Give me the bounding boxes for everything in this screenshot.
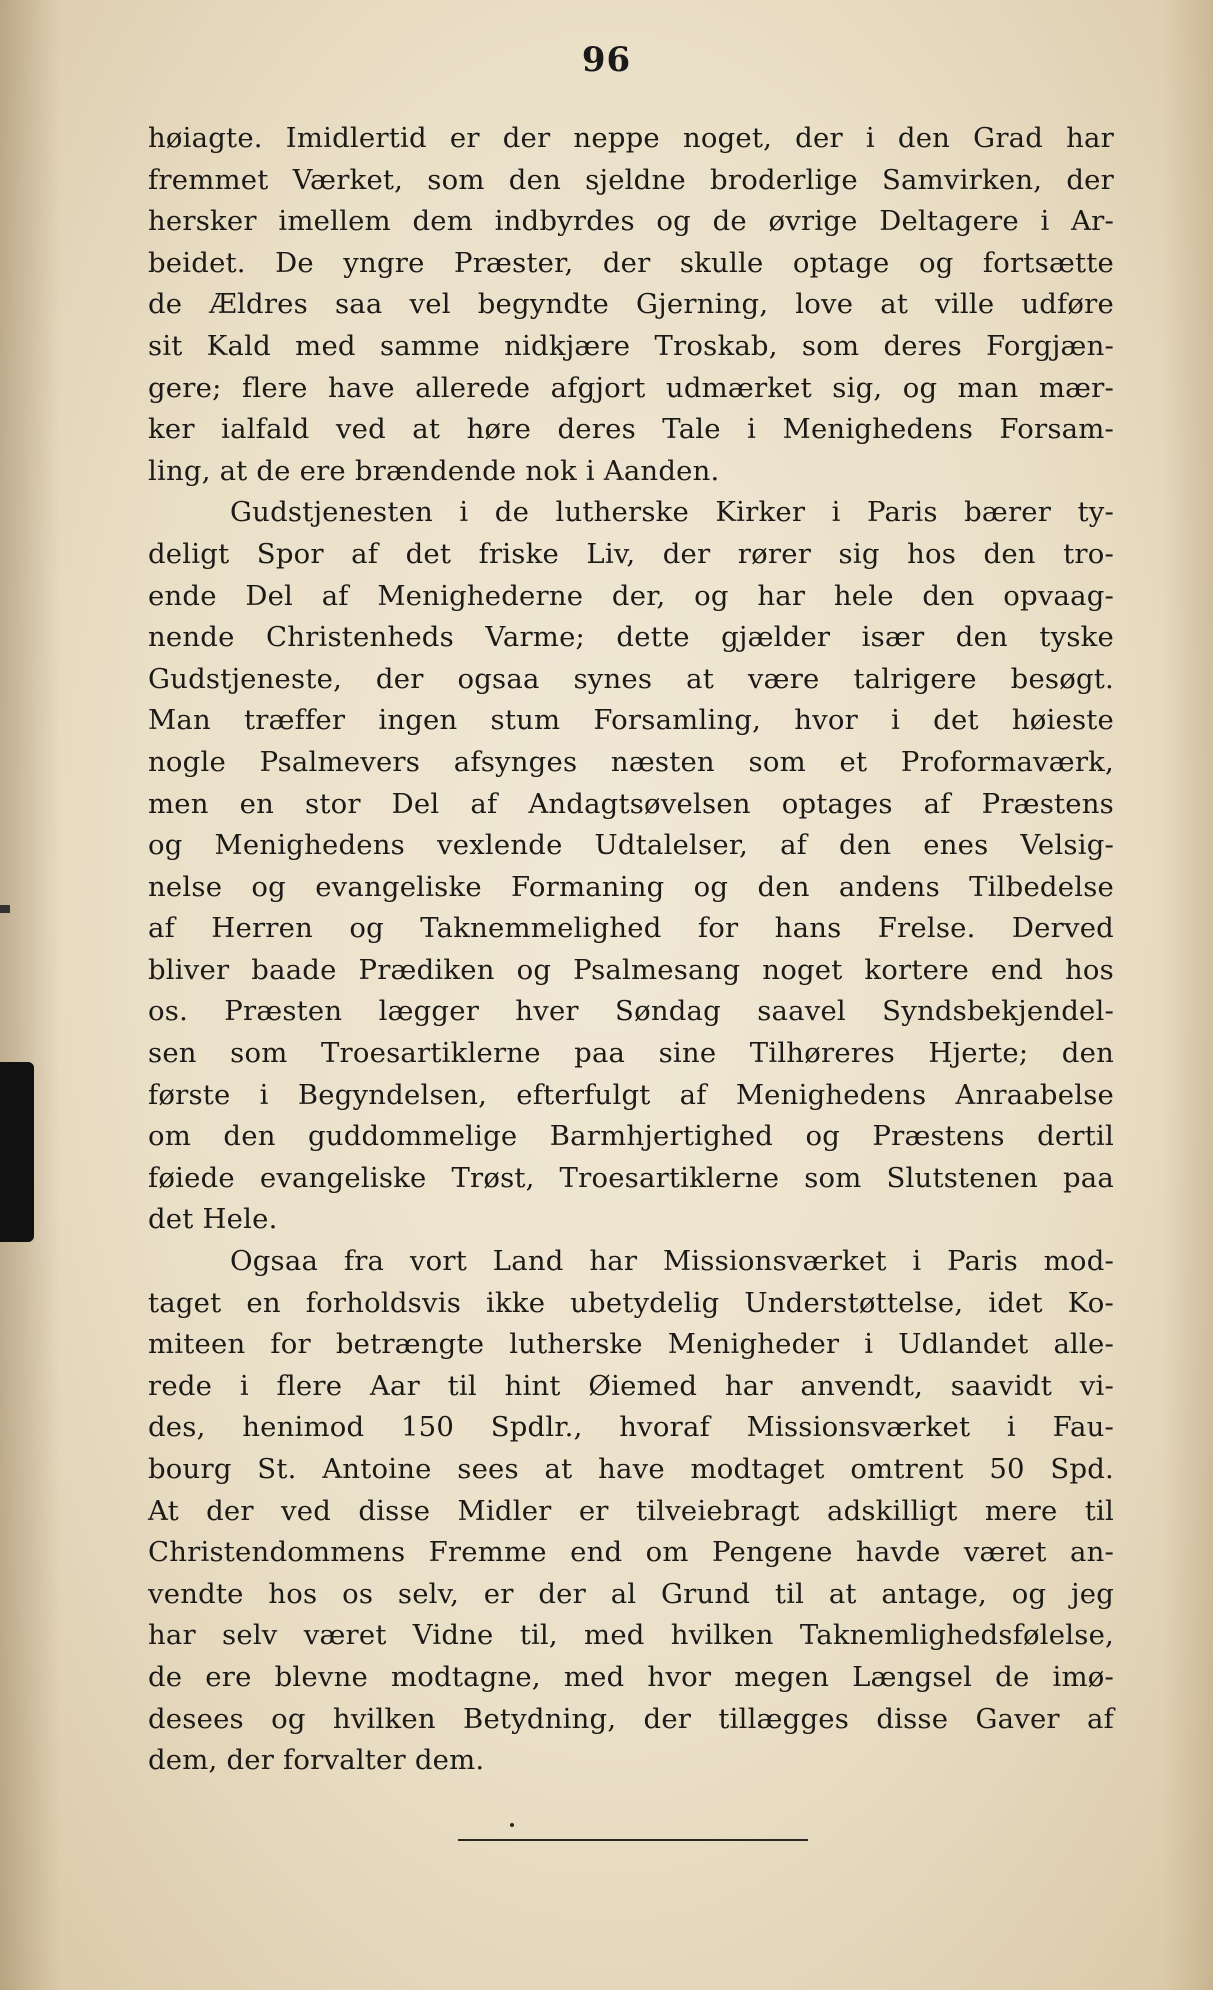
- page-edge-shadow: [1163, 0, 1213, 1990]
- text-line: Gudstjeneste, der ogsaa synes at være talrigere besøgt.: [148, 662, 1114, 695]
- body-text: [148, 118, 1114, 1782]
- text-line: desees og hvilken Betydning, der tillægges disse Gaver af: [148, 1702, 1114, 1735]
- text-line: de ere blevne modtagne, med hvor megen Længsel de imø-: [148, 1660, 1114, 1693]
- text-line: Ogsaa fra vort Land har Missionsværket i Paris mod-: [230, 1245, 1114, 1278]
- text-line: Gudstjenesten i de lutherske Kirker i Paris bærer ty-: [230, 496, 1114, 529]
- text-line: første i Begyndelsen, efterfulgt af Menighedens Anraabelse: [148, 1078, 1114, 1111]
- footer-dot: [510, 1823, 514, 1827]
- text-line: gere; flere have allerede afgjort udmærket sig, og man mær-: [148, 371, 1114, 404]
- binding-mark-small: [0, 905, 10, 913]
- text-line: taget en forholdsvis ikke ubetydelig Understøttelse, idet Ko-: [148, 1286, 1114, 1319]
- text-line: des, henimod 150 Spdlr., hvoraf Missionsværket i Fau-: [148, 1411, 1114, 1444]
- text-line: det Hele.: [148, 1203, 278, 1236]
- text-line: sen som Troesartiklerne paa sine Tilhøreres Hjerte; den: [148, 1037, 1114, 1070]
- text-line: bliver baade Prædiken og Psalmesang noget kortere end hos: [148, 953, 1114, 986]
- text-line: vendte hos os selv, er der al Grund til at antage, og jeg: [148, 1577, 1114, 1610]
- text-line: miteen for betrængte lutherske Menigheder i Udlandet alle-: [148, 1328, 1114, 1361]
- text-line: beidet. De yngre Præster, der skulle optage og fortsætte: [148, 246, 1114, 279]
- binding-mark: [0, 1062, 34, 1242]
- text-line: deligt Spor af det friske Liv, der rører sig hos den tro-: [148, 537, 1114, 570]
- text-line: sit Kald med samme nidkjære Troskab, som deres Forgjæn-: [148, 329, 1114, 362]
- text-line: nogle Psalmevers afsynges næsten som et Proformaværk,: [148, 745, 1114, 778]
- text-line: hersker imellem dem indbyrdes og de øvrige Deltagere i Ar-: [148, 205, 1114, 238]
- footer-rule: [458, 1839, 808, 1841]
- text-line: har selv været Vidne til, med hvilken Taknemlighedsfølelse,: [148, 1619, 1114, 1652]
- text-line: ling, at de ere brændende nok i Aanden.: [148, 454, 720, 487]
- text-line: Christendommens Fremme end om Pengene havde været an-: [148, 1536, 1114, 1569]
- text-line: de Ældres saa vel begyndte Gjerning, love at ville udføre: [148, 288, 1114, 321]
- text-line: fremmet Værket, som den sjeldne broderlige Samvirken, der: [148, 163, 1114, 196]
- text-line: men en stor Del af Andagtsøvelsen optages af Præstens: [148, 787, 1114, 820]
- text-line: føiede evangeliske Trøst, Troesartiklerne som Slutstenen paa: [148, 1161, 1114, 1194]
- text-line: nende Christenheds Varme; dette gjælder især den tyske: [148, 621, 1114, 654]
- page-number: 96: [581, 40, 632, 80]
- text-line: ker ialfald ved at høre deres Tale i Menighedens Forsam-: [148, 413, 1114, 446]
- text-line: rede i flere Aar til hint Øiemed har anvendt, saavidt vi-: [148, 1369, 1114, 1402]
- text-line: bourg St. Antoine sees at have modtaget omtrent 50 Spd.: [148, 1453, 1114, 1485]
- text-line: høiagte. Imidlertid er der neppe noget, der i den Grad har: [148, 122, 1114, 154]
- text-line: af Herren og Taknemmelighed for hans Frelse. Derved: [148, 912, 1114, 945]
- text-line: os. Præsten lægger hver Søndag saavel Syndsbekjendel-: [148, 995, 1114, 1028]
- text-line: dem, der forvalter dem.: [148, 1744, 485, 1777]
- text-line: At der ved disse Midler er tilveiebragt adskilligt mere til: [148, 1494, 1114, 1527]
- text-line: og Menighedens vexlende Udtalelser, af den enes Velsig-: [148, 829, 1114, 862]
- text-line: nelse og evangeliske Formaning og den andens Tilbedelse: [148, 870, 1114, 903]
- spine-shadow: [0, 0, 60, 1990]
- text-line: Man træffer ingen stum Forsamling, hvor i det høieste: [148, 704, 1114, 737]
- text-line: om den guddommelige Barmhjertighed og Præstens dertil: [148, 1120, 1114, 1153]
- text-line: ende Del af Menighederne der, og har hele den opvaag-: [148, 579, 1114, 612]
